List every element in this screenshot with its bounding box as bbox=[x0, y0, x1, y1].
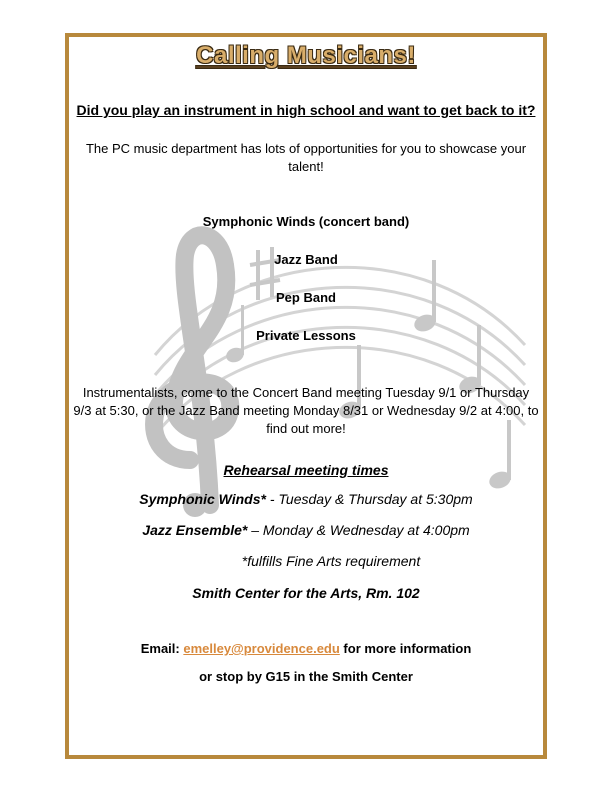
group-item: Symphonic Winds (concert band) bbox=[202, 214, 410, 229]
page-title: Calling Musicians! bbox=[196, 42, 416, 69]
email-line bbox=[70, 640, 542, 658]
group-item: Pep Band bbox=[276, 290, 336, 305]
ensemble-times: – Monday & Wednesday at 4:00pm bbox=[247, 522, 470, 538]
fine-arts-note: *fulfills Fine Arts requirement bbox=[241, 553, 421, 569]
ensemble-times: - Tuesday & Thursday at 5:30pm bbox=[265, 491, 473, 507]
meeting-info: Instrumentalists, come to the Concert Band meeting Tuesday 9/1 or Thursday 9/3 at 5:30, or the Jazz Band meeting Monday 8/31 or Wednesday 9/2 at 4:00, to find out more! bbox=[73, 385, 539, 436]
group-item: Jazz Band bbox=[274, 252, 338, 267]
email-prefix: Email: bbox=[140, 641, 184, 656]
intro-text: The PC music department has lots of opportunities for you to showcase your talent! bbox=[85, 141, 527, 174]
email-suffix: for more information bbox=[339, 641, 472, 656]
stop-by-text: or stop by G15 in the Smith Center bbox=[199, 669, 413, 684]
group-item: Private Lessons bbox=[256, 328, 356, 343]
email-link[interactable]: emelley@providence.edu bbox=[183, 641, 340, 656]
ensemble-name: Jazz Ensemble* bbox=[142, 522, 248, 538]
location: Smith Center for the Arts, Rm. 102 bbox=[192, 585, 420, 601]
ensemble-name: Symphonic Winds* bbox=[139, 491, 266, 507]
question-heading: Did you play an instrument in high school and want to get back to it? bbox=[76, 102, 536, 118]
symphonic-winds-times bbox=[70, 490, 542, 508]
rehearsal-heading: Rehearsal meeting times bbox=[223, 462, 389, 478]
jazz-ensemble-times bbox=[70, 521, 542, 539]
